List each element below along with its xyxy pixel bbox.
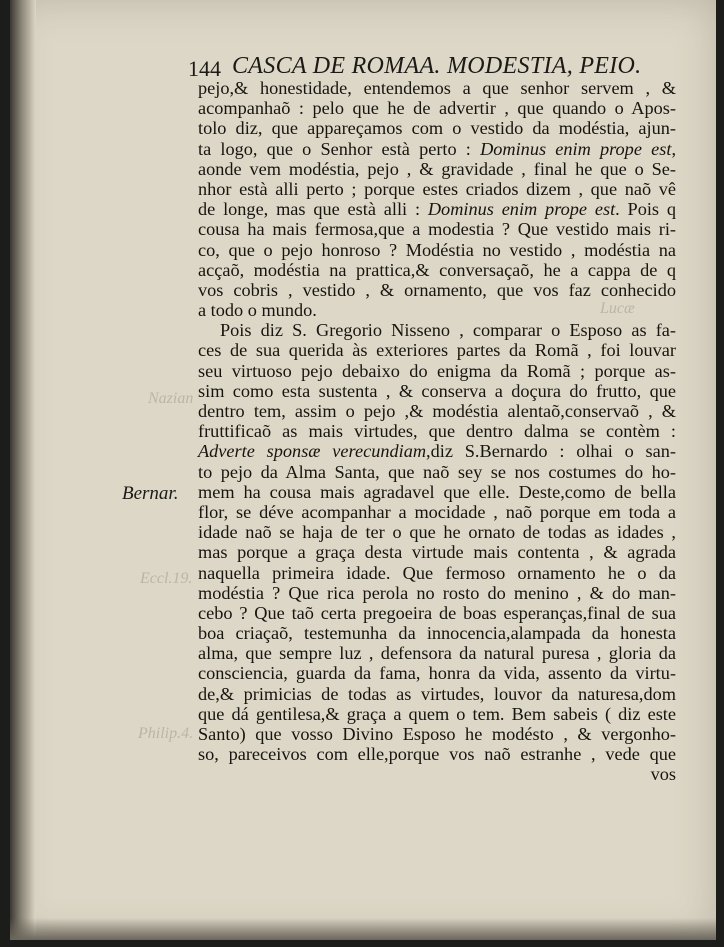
text-line: ta logo, que o Senhor està perto : Dominus enim prope est,	[198, 138, 677, 159]
text-line: pejo,& honestidade, entendemos a que senhor servem , &	[198, 78, 676, 98]
text-line: de,& primicias de todas as virtudes, louvor da naturesa,dom	[198, 683, 676, 704]
text-line: cousa ha mais fermosa,que a modestia ? Que vestido mais ri-	[198, 219, 676, 240]
text-line: mas porque a graça desta virtude mais contenta , & agrada	[198, 542, 676, 563]
page-gutter-shadow	[10, 0, 36, 940]
show-through-text: Nazian	[148, 390, 194, 407]
margin-note: Bernar.	[122, 483, 179, 504]
text-line: naquella primeira idade. Que fermoso ornamento he o da	[198, 562, 676, 583]
text-line: modéstia ? Que rica perola no rosto do menino , & do man-	[198, 582, 676, 603]
catchword: vos	[650, 764, 676, 785]
page-bottom-shadow	[10, 918, 716, 940]
show-through-text: Eccl.19.	[140, 570, 193, 587]
text-line: tolo diz, que appareçamos com o vestido da modéstia, ajun-	[198, 118, 676, 139]
text-line: so, pareceivos com elle,porque vos naõ estranhe , vede que	[198, 744, 676, 765]
text-line: aonde vem modéstia, pejo , & gravidade , final he que o Se-	[198, 158, 676, 179]
text-line: Pois diz S. Gregorio Nisseno , comparar o Esposo as fa-	[220, 320, 676, 341]
text-line: sim como esta sustenta , & conserva a doçura do frutto, que	[198, 380, 676, 401]
text-line: boa criaçaõ, testemunha da innocencia,alampada da honesta	[198, 623, 676, 644]
text-line: mem ha cousa mais agradavel que elle. Deste,como de bella	[198, 481, 676, 502]
text-line: ces de sua querida às exteriores partes da Romã , foi louvar	[198, 340, 676, 361]
text-line: flor, se déve acompanhar a mocidade , naõ porque em toda a	[198, 501, 676, 522]
text-line: Adverte sponsæ verecundiam,diz S.Bernardo : olhai o san-	[198, 441, 676, 462]
book-page	[10, 0, 716, 940]
text-line: nhor està alli perto ; porque estes criados dizem , que naõ vê	[198, 178, 676, 199]
page-number: 144	[188, 56, 221, 81]
show-through-text: Lucæ	[600, 300, 635, 317]
text-line: acompanhaõ : pelo que he de advertir , que quando o Apos-	[198, 98, 676, 119]
text-line: dentro tem, assim o pejo ,& modéstia alentaõ,conservaõ , &	[198, 401, 676, 421]
text-line: seu virtuoso pejo debaixo do enigma da Romã ; porque as-	[198, 360, 676, 381]
text-line: vos cobris , vestido , & ornamento, que vos faz conhecido	[198, 279, 676, 300]
text-line: alma, que sempre luz , defensora da natural puresa , gloria da	[198, 643, 676, 664]
text-line: cebo ? Que taõ certa pregoeira de boas esperanças,final de sua	[198, 602, 676, 623]
text-line: acçaõ, modéstia na prattica,& conversaçaõ, he a cappa de q	[198, 259, 676, 280]
text-line: idade naõ se haja de ter o que he ornato de todas as idades ,	[198, 522, 676, 543]
text-line: Santo) que vosso Divino Esposo he modésto , & vergonho-	[198, 724, 676, 744]
text-line: que dá gentilesa,& graça a quem o tem. Bem sabeis ( diz este	[198, 703, 676, 724]
body-text	[198, 78, 676, 785]
text-line: a todo o mundo.	[198, 300, 317, 321]
text-line: to pejo da Alma Santa, que naõ sey se nos costumes do ho-	[198, 461, 676, 482]
text-line: consciencia, guarda da fama, honra da vida, assento da virtu-	[198, 663, 676, 684]
text-line: co, que o pejo honroso ? Modéstia no vestido , modéstia na	[198, 239, 676, 260]
show-through-text: Philip.4.	[138, 725, 194, 742]
running-title: CASCA DE ROMAA. MODESTIA, PEIO.	[232, 53, 642, 79]
text-line: de longe, mas que està alli : Dominus enim prope est. Pois q	[198, 199, 677, 220]
text-line: fruttificaõ as mais virtudes, que dentro dalma se contèm :	[198, 421, 676, 442]
